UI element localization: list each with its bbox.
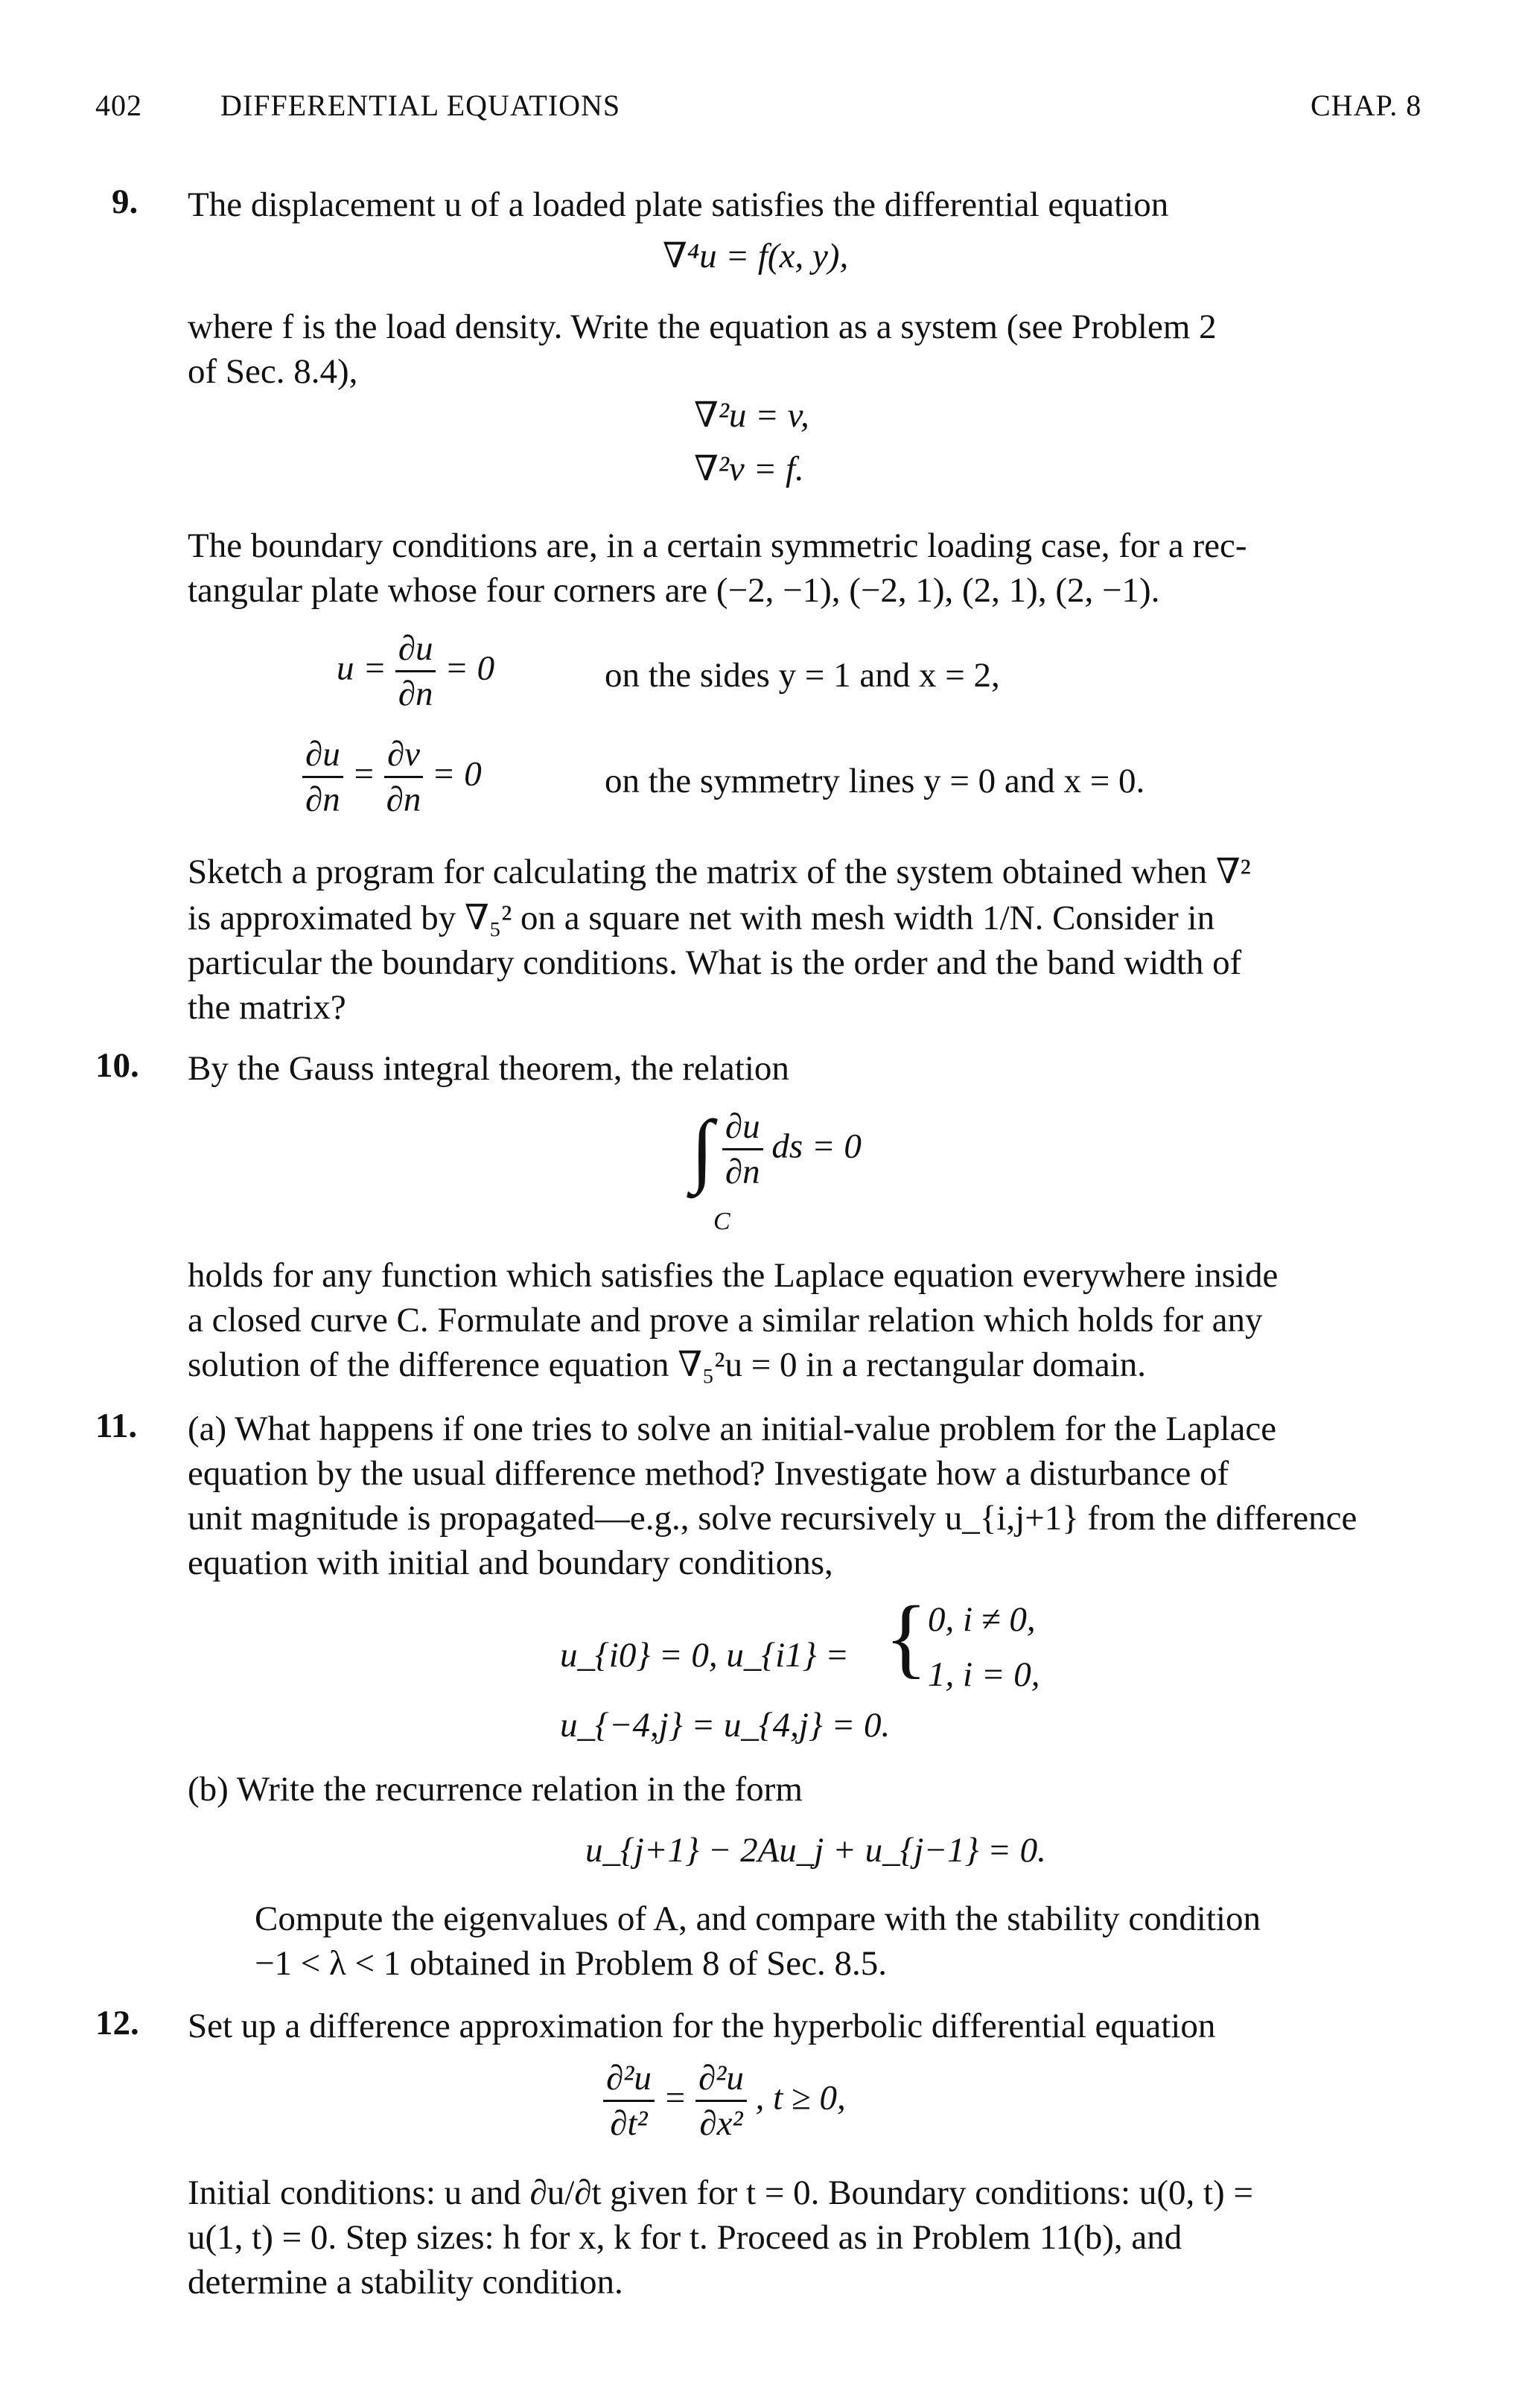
problem-10-line-2: holds for any function which satisfies the Laplace equation everywhere inside — [188, 1256, 1279, 1295]
equation-system-2: ∇²v = f. — [694, 450, 804, 488]
problem-11-line-1: (a) What happens if one tries to solve an initial-value problem for the Laplace — [188, 1410, 1277, 1448]
gauss-integral: ∫ $\frac{\partial u}{\partial n}$ ds = 0 — [691, 1103, 862, 1194]
problem-12-number: 12. — [95, 2004, 139, 2042]
equation-system-1: ∇²u = v, — [694, 396, 809, 435]
chapter-label: CHAP. 8 — [1311, 89, 1422, 122]
page-number: 402 — [95, 89, 142, 122]
problem-12-line-1: Set up a difference approximation for the hyperbolic differential equation — [188, 2007, 1216, 2045]
running-title: DIFFERENTIAL EQUATIONS — [220, 89, 621, 122]
problem-11-line-7: −1 < λ < 1 obtained in Problem 8 of Sec. 8.5. — [255, 1944, 887, 1983]
problem-11-line-3: unit magnitude is propagated—e.g., solve recursively u_{i,j+1} from the difference — [188, 1499, 1357, 1538]
problem-9-intro: The displacement u of a loaded plate satisfies the differential equation — [188, 185, 1169, 224]
boundary-condition-2: $\frac{\partial u}{\partial n}$ = $\frac{\partial v}{\partial n}$ = 0 — [302, 733, 482, 821]
problem-11-line-4: equation with initial and boundary conditions, — [188, 1544, 833, 1582]
problem-10-line-1: By the Gauss integral theorem, the relation — [188, 1049, 789, 1088]
problem-9-line-4: The boundary conditions are, in a certain symmetric loading case, for a rec- — [188, 526, 1247, 565]
problem-10-number: 10. — [95, 1046, 139, 1085]
boundary-condition-1-text: on the sides y = 1 and x = 2, — [605, 656, 1000, 695]
problem-11-number: 11. — [95, 1407, 138, 1445]
problem-10-line-4: solution of the difference equation ∇₅²u = 0 in a rectangular domain. — [188, 1345, 1147, 1384]
equation-biharmonic: ∇⁴u = f(x, y), — [663, 237, 849, 275]
problem-9-line-7: is approximated by ∇₅² on a square net with mesh width 1/N. Consider in — [188, 899, 1215, 937]
wave-equation: $\frac{\text{∂²u}}{\text{∂t²}}$ = $\frac{\text{∂²u}}{\text{∂x²}}$ , t ≥ 0, — [603, 2057, 846, 2145]
recurrence-relation: u_{j+1} − 2Au_j + u_{j−1} = 0. — [585, 1831, 1046, 1870]
problem-10-line-3: a closed curve C. Formulate and prove a similar relation which holds for any — [188, 1301, 1263, 1340]
problem-9-line-9: the matrix? — [188, 988, 346, 1027]
boundary-condition-2-text: on the symmetry lines y = 0 and x = 0. — [605, 762, 1145, 800]
problem-11-line-6: Compute the eigenvalues of A, and compare with the stability condition — [255, 1899, 1261, 1938]
problem-9-line-3: of Sec. 8.4), — [188, 352, 358, 391]
problem-9-line-8: particular the boundary conditions. What is the order and the band width of — [188, 943, 1242, 982]
cases-brace: { — [885, 1587, 928, 1686]
initial-conditions-equation: u_{i0} = 0, u_{i1} = — [560, 1636, 849, 1675]
problem-11-part-b: (b) Write the recurrence relation in the form — [188, 1770, 803, 1809]
integral-subscript: C — [713, 1208, 730, 1235]
problem-12-line-3: u(1, t) = 0. Step sizes: h for x, k for t. Proceed as in Problem 11(b), and — [188, 2218, 1182, 2257]
boundary-condition-1: u = $\frac{\partial u}{\partial n}$ = 0 — [337, 627, 494, 716]
problem-9-line-6: Sketch a program for calculating the matrix of the system obtained when ∇² — [188, 853, 1251, 891]
problem-11-line-2: equation by the usual difference method? Investigate how a disturbance of — [188, 1454, 1229, 1493]
case-1: 0, i ≠ 0, — [928, 1600, 1036, 1639]
problem-12-line-4: determine a stability condition. — [188, 2263, 623, 2302]
boundary-conditions-equation: u_{−4,j} = u_{4,j} = 0. — [560, 1706, 891, 1745]
case-2: 1, i = 0, — [928, 1655, 1040, 1694]
problem-9-line-2: where f is the load density. Write the equation as a system (see Problem 2 — [188, 308, 1217, 346]
problem-12-line-2: Initial conditions: u and ∂u/∂t given for t = 0. Boundary conditions: u(0, t) = — [188, 2173, 1253, 2212]
problem-9-line-5: tangular plate whose four corners are (−2, −1), (−2, 1), (2, 1), (2, −1). — [188, 571, 1160, 610]
problem-9-number: 9. — [112, 182, 139, 221]
